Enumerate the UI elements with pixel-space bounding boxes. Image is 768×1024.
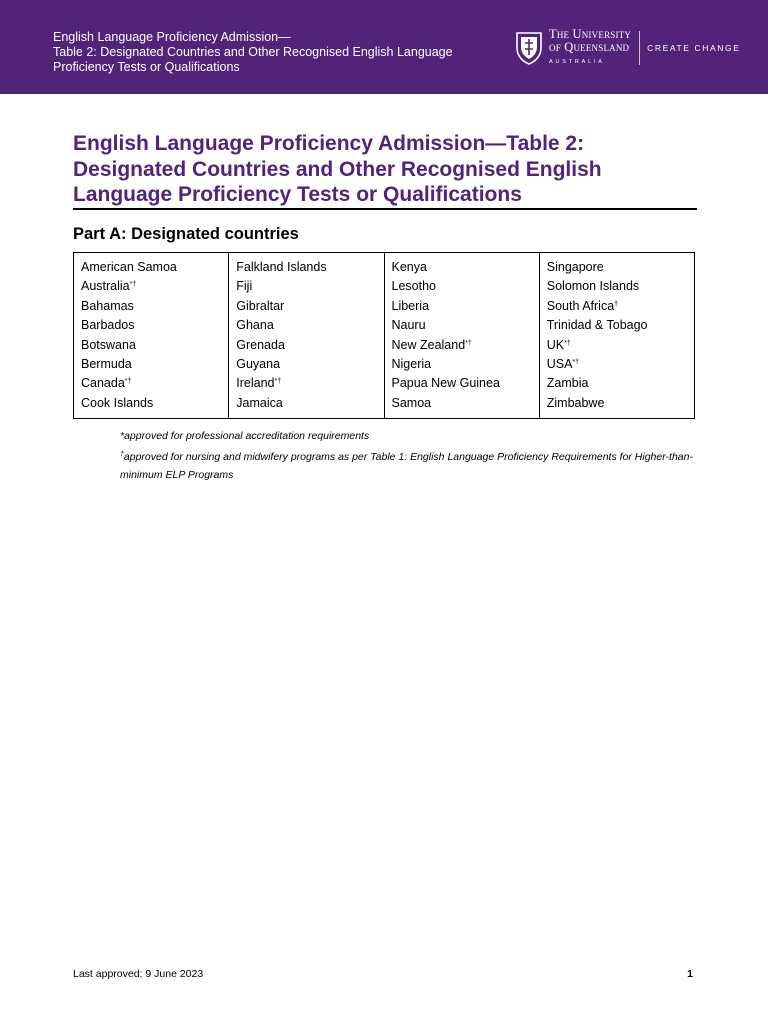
header-document-title: [53, 30, 483, 75]
country-item: [392, 297, 539, 316]
country-item: [81, 336, 228, 355]
country-name: Bahamas: [81, 298, 134, 313]
university-name-line2: of Queensland: [549, 39, 630, 54]
country-name: Cook Islands: [81, 395, 154, 410]
country-name: Ireland: [236, 376, 275, 391]
country-item: [236, 374, 383, 393]
country-item: [81, 394, 228, 413]
country-name: Ghana: [236, 318, 274, 333]
country-name: USA: [546, 356, 573, 371]
country-item: [392, 374, 539, 393]
footnote-accreditation: [120, 427, 700, 445]
title-underline: [73, 208, 697, 210]
country-name: Lesotho: [391, 279, 436, 294]
logo-tagline: CREATE CHANGE: [647, 43, 741, 53]
country-column: [539, 253, 694, 419]
crest-icon: [515, 31, 543, 65]
country-item: [392, 394, 539, 413]
university-name-line1: The University: [549, 26, 632, 41]
country-name: South Africa: [546, 298, 615, 313]
country-item: [81, 297, 228, 316]
country-name: New Zealand: [391, 337, 466, 352]
country-name: American Samoa: [81, 260, 177, 274]
country-item: [547, 316, 694, 335]
country-footnote-marks: *†: [465, 339, 472, 347]
country-item: [392, 336, 539, 355]
country-name: Trinidad & Tobago: [546, 318, 648, 333]
country-item: [236, 336, 383, 355]
country-item: [81, 355, 228, 374]
country-item: [547, 297, 694, 316]
university-name: [549, 28, 631, 69]
country-footnote-marks: *†: [572, 358, 580, 366]
country-item: [392, 258, 539, 277]
university-country: AUSTRALIA: [549, 58, 605, 65]
header-band: [0, 0, 768, 94]
country-name: Barbados: [81, 318, 135, 333]
country-name: Singapore: [546, 260, 604, 274]
country-item: [547, 277, 694, 296]
footnote-text: *approved for professional accreditation requirements: [120, 430, 370, 442]
country-name: Jamaica: [236, 395, 283, 410]
country-footnote-marks: †: [614, 300, 619, 308]
last-approved-date: Last approved: 9 June 2023: [73, 968, 204, 980]
university-logo[interactable]: [515, 26, 741, 66]
designated-countries-table: [73, 252, 695, 419]
country-footnote-marks: *†: [129, 281, 137, 289]
country-name: Zimbabwe: [546, 395, 605, 410]
country-name: Papua New Guinea: [391, 376, 500, 391]
header-title-line: Table 2: Designated Countries and Other Recognised English Language: [53, 45, 453, 59]
country-item: [236, 258, 383, 277]
footnote-nursing: [120, 448, 700, 484]
logo-divider: [639, 31, 640, 65]
country-item: [547, 374, 694, 393]
country-item: [547, 336, 694, 355]
country-name: Gibraltar: [236, 298, 285, 313]
country-item: [236, 297, 383, 316]
table-row: [74, 253, 695, 419]
header-title-line: Proficiency Tests or Qualifications: [53, 60, 240, 74]
country-name: UK: [546, 337, 565, 352]
footnote-text: approved for nursing and midwifery programs as per Table 1: English Language Proficiency Requirements for Higher-than-minimum ELP Programs: [120, 451, 693, 481]
country-column: [229, 253, 384, 419]
country-name: Nigeria: [391, 356, 432, 371]
country-footnote-marks: *†: [564, 339, 571, 347]
country-item: [81, 277, 228, 296]
page-title: English Language Proficiency Admission—Table 2: Designated Countries and Other Recognised English Language Proficiency Tests or Qualifications: [73, 132, 602, 206]
header-title-line: English Language Proficiency Admission—: [53, 30, 291, 44]
country-item: [547, 258, 694, 277]
country-item: [392, 316, 539, 335]
country-item: [547, 355, 694, 374]
country-name: Guyana: [236, 356, 281, 371]
country-name: Canada: [81, 376, 125, 391]
footnote-mark: †: [120, 451, 124, 458]
country-item: [392, 355, 539, 374]
country-item: [392, 277, 539, 296]
country-name: Samoa: [391, 395, 432, 410]
country-name: Australia: [81, 279, 130, 294]
page-number: 1: [687, 968, 693, 980]
country-footnote-marks: *†: [274, 378, 282, 386]
country-column: [74, 253, 229, 419]
country-name: Nauru: [391, 318, 426, 333]
country-name: Fiji: [236, 279, 253, 294]
country-name: Kenya: [391, 260, 427, 274]
country-column: [384, 253, 539, 419]
country-name: Zambia: [546, 376, 589, 391]
country-name: Botswana: [81, 337, 136, 352]
country-item: [81, 374, 228, 393]
country-item: [547, 394, 694, 413]
country-item: [236, 394, 383, 413]
country-name: Bermuda: [81, 356, 132, 371]
country-item: [81, 316, 228, 335]
country-footnote-marks: *†: [124, 378, 132, 386]
country-item: [236, 277, 383, 296]
country-name: Falkland Islands: [236, 260, 327, 274]
country-item: [236, 355, 383, 374]
country-name: Liberia: [391, 298, 430, 313]
country-item: [236, 316, 383, 335]
section-heading: Part A: Designated countries: [73, 225, 299, 243]
country-item: [81, 258, 228, 277]
country-name: Solomon Islands: [546, 279, 640, 294]
country-name: Grenada: [236, 337, 285, 352]
